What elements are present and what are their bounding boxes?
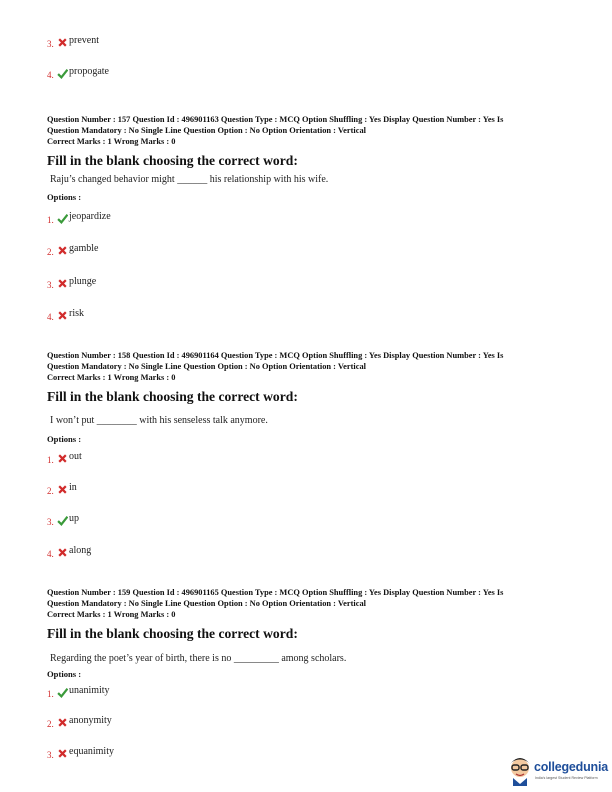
- meta-line: Question Mandatory : No Single Line Question Option : No Option Orientation : Vertical: [47, 126, 366, 135]
- question-heading: Fill in the blank choosing the correct word:: [47, 153, 298, 168]
- option-text: prevent: [69, 35, 99, 46]
- question-stem: I won’t put ________ with his senseless talk anymore.: [50, 415, 268, 426]
- question-stem: Regarding the poet’s year of birth, there is no _________ among scholars.: [50, 653, 347, 664]
- option-text: anonymity: [69, 715, 112, 726]
- option-number: 3.: [47, 750, 54, 760]
- option-number: 1.: [47, 455, 54, 465]
- meta-line: Question Mandatory : No Single Line Question Option : No Option Orientation : Vertical: [47, 599, 366, 608]
- marks-line: Correct Marks : 1 Wrong Marks : 0: [47, 373, 176, 382]
- option-text: gamble: [69, 243, 99, 254]
- option-text: out: [69, 451, 82, 462]
- cross-icon: [57, 37, 68, 48]
- marks-line: Correct Marks : 1 Wrong Marks : 0: [47, 610, 176, 619]
- option-number: 4.: [47, 70, 54, 80]
- marks-line: Correct Marks : 1 Wrong Marks : 0: [47, 137, 176, 146]
- meta-line: Question Number : 157 Question Id : 496901163 Question Type : MCQ Option Shuffling : Yes Display Question Number : Yes Is: [47, 115, 504, 124]
- cross-icon: [57, 748, 68, 759]
- option-text: jeopardize: [69, 211, 111, 222]
- cross-icon: [57, 278, 68, 289]
- options-label: Options :: [47, 434, 82, 444]
- check-icon: [57, 687, 68, 698]
- option-text: up: [69, 513, 79, 524]
- option-text: in: [69, 482, 77, 493]
- check-icon: [57, 68, 68, 79]
- option-number: 2.: [47, 247, 54, 257]
- option-number: 3.: [47, 39, 54, 49]
- option-number: 4.: [47, 549, 54, 559]
- option-number: 3.: [47, 280, 54, 290]
- question-heading: Fill in the blank choosing the correct word:: [47, 389, 298, 404]
- option-text: risk: [69, 308, 84, 319]
- mascot-icon: [507, 754, 533, 786]
- cross-icon: [57, 484, 68, 495]
- meta-line: Question Mandatory : No Single Line Question Option : No Option Orientation : Vertical: [47, 362, 366, 371]
- brand-name: collegedunia: [534, 760, 609, 774]
- cross-icon: [57, 717, 68, 728]
- option-number: 1.: [47, 689, 54, 699]
- option-text: equanimity: [69, 746, 114, 757]
- question-meta: [47, 587, 562, 620]
- option-number: 1.: [47, 215, 54, 225]
- cross-icon: [57, 453, 68, 464]
- option-number: 3.: [47, 517, 54, 527]
- options-label: Options :: [47, 669, 82, 679]
- question-stem: Raju’s changed behavior might ______ his relationship with his wife.: [50, 174, 329, 185]
- options-label: Options :: [47, 192, 82, 202]
- option-number: 2.: [47, 719, 54, 729]
- option-text: propogate: [69, 66, 109, 77]
- question-heading: Fill in the blank choosing the correct word:: [47, 626, 298, 641]
- question-meta: [47, 114, 562, 147]
- option-number: 4.: [47, 312, 54, 322]
- cross-icon: [57, 547, 68, 558]
- cross-icon: [57, 310, 68, 321]
- brand-tagline: India's largest Student Review Platform: [535, 776, 598, 780]
- option-text: plunge: [69, 276, 97, 287]
- check-icon: [57, 515, 68, 526]
- option-text: along: [69, 545, 92, 556]
- meta-line: Question Number : 159 Question Id : 496901165 Question Type : MCQ Option Shuffling : Yes Display Question Number : Yes Is: [47, 588, 504, 597]
- option-number: 2.: [47, 486, 54, 496]
- cross-icon: [57, 245, 68, 256]
- question-meta: [47, 350, 562, 383]
- collegedunia-logo: [507, 754, 612, 788]
- check-icon: [57, 213, 68, 224]
- option-text: unanimity: [69, 685, 110, 696]
- meta-line: Question Number : 158 Question Id : 496901164 Question Type : MCQ Option Shuffling : Yes Display Question Number : Yes Is: [47, 351, 504, 360]
